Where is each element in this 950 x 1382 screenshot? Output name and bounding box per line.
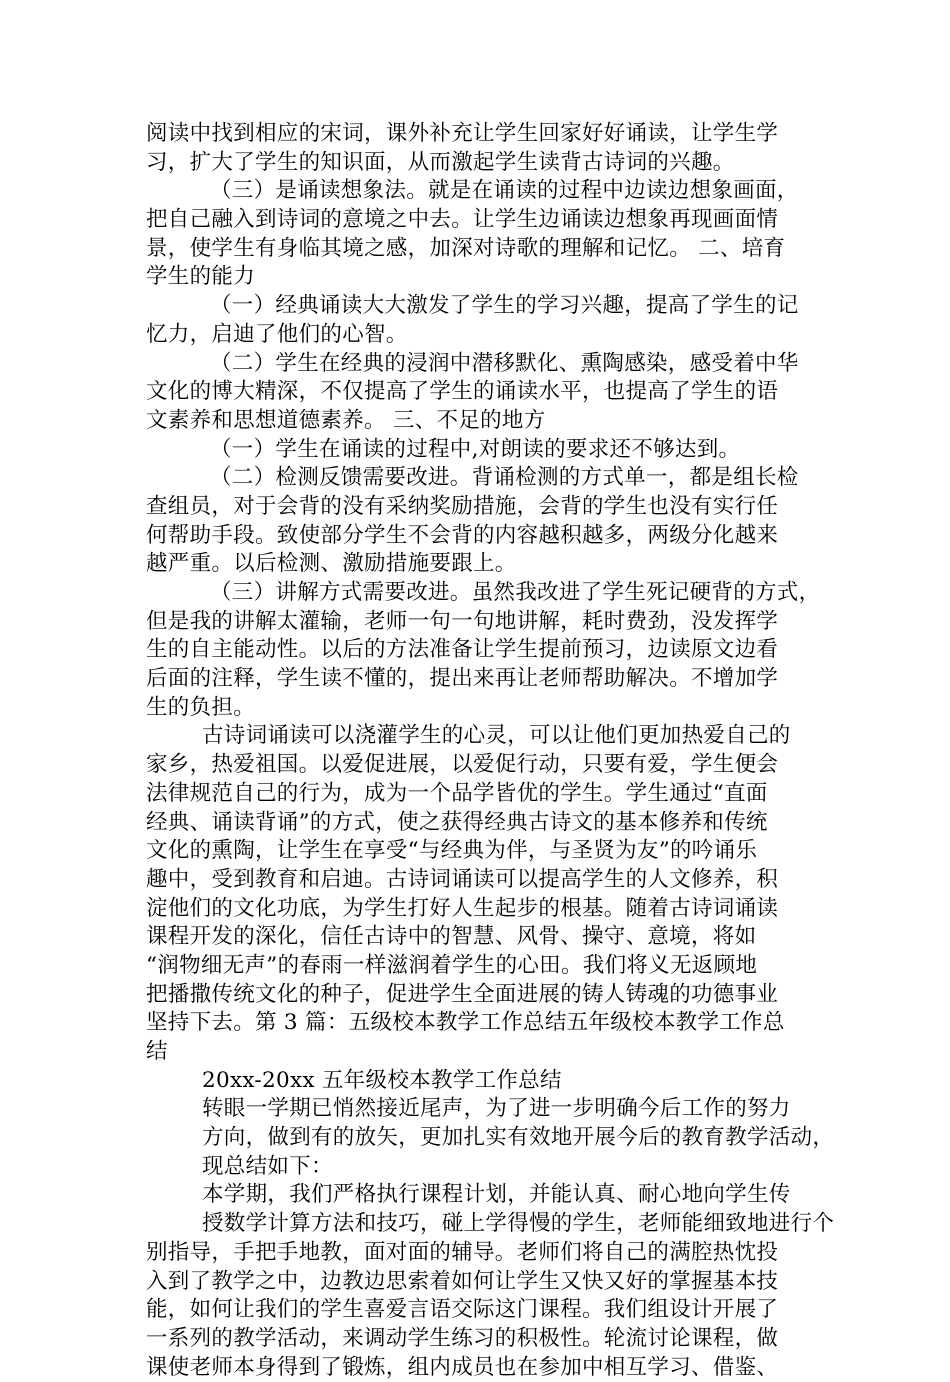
- text-line: 能，如何让我们的学生喜爱言语交际这门课程。我们组设计开展了: [146, 1297, 779, 1323]
- document-body: [146, 120, 835, 1382]
- text-line: 后面的注释，学生读不懂的，提出来再让老师帮助解决。不增加学: [146, 666, 779, 692]
- text-line: 把自己融入到诗词的意境之中去。让学生边诵读边想象再现画面情: [146, 207, 779, 233]
- text-line: 景，使学生有身临其境之感，加深对诗歌的理解和记忆。 二、培育: [146, 235, 786, 261]
- text-line: （三）是诵读想象法。就是在诵读的过程中边读边想象画面，: [210, 178, 799, 204]
- text-line: （二）检测反馈需要改进。背诵检测的方式单一，都是组长检: [210, 465, 799, 491]
- text-line: 坚持下去。第 3 篇：五级校本教学工作总结五年级校本教学工作总: [146, 1010, 785, 1036]
- text-line: （三）讲解方式需要改进。虽然我改进了学生死记硬背的方式，: [210, 580, 821, 605]
- text-line: 古诗词诵读可以浇灌学生的心灵，可以让他们更加热爱自己的: [202, 723, 791, 749]
- text-line: 文化的熏陶，让学生在享受“与经典为伴，与圣贤为友”的吟诵乐: [146, 838, 758, 864]
- text-line: 入到了教学之中，边教边思索着如何让学生又快又好的掌握基本技: [146, 1268, 779, 1294]
- text-line: 习，扩大了学生的知识面，从而激起学生读背古诗词的兴趣。: [146, 149, 735, 175]
- text-line: 查组员，对于会背的没有采纳奖励措施，会背的学生也没有实行任: [146, 493, 779, 519]
- text-line: 本学期，我们严格执行课程计划，并能认真、耐心地向学生传: [202, 1182, 791, 1208]
- text-line: 方向，做到有的放矢，更加扎实有效地开展今后的教育教学活动，: [202, 1125, 835, 1151]
- text-line: 授数学计算方法和技巧，碰上学得慢的学生，老师能细致地进行个: [202, 1211, 835, 1237]
- text-line: 越严重。以后检测、激励措施要跟上。: [146, 551, 517, 577]
- text-line: （一）经典诵读大大激发了学生的学习兴趣，提高了学生的记: [210, 293, 799, 319]
- text-line: 淀他们的文化功底，为学生打好人生起步的根基。随着古诗词诵读: [146, 895, 779, 921]
- text-line: 20xx-20xx 五年级校本教学工作总结: [202, 1067, 562, 1093]
- text-line: 课使老师本身得到了锻炼，组内成员也在参加中相互学习、借鉴、: [146, 1354, 779, 1380]
- text-line: 现总结如下：: [202, 1153, 333, 1179]
- text-line: 文素养和思想道德素养。 三、不足的地方: [146, 407, 546, 433]
- text-line: 学生的能力: [146, 264, 256, 290]
- text-line: 把播撒传统文化的种子，促进学生全面进展的铸人铸魂的功德事业: [146, 981, 779, 1007]
- text-line: 转眼一学期已悄然接近尾声，为了进一步明确今后工作的努力: [202, 1096, 791, 1122]
- text-line: 法律规范自己的行为，成为一个品学皆优的学生。学生通过“直面: [146, 780, 768, 806]
- text-line: 别指导，手把手地教，面对面的辅导。老师们将自己的满腔热忱投: [146, 1239, 779, 1265]
- text-line: 经典、诵读背诵”的方式，使之获得经典古诗文的基本修养和传统: [146, 809, 768, 835]
- text-line: 趣中，受到教育和启迪。古诗词诵读可以提高学生的人文修养，积: [146, 866, 779, 892]
- text-line: 生的负担。: [146, 694, 256, 720]
- text-line: 结: [146, 1039, 168, 1064]
- text-line: 何帮助手段。致使部分学生不会背的内容越积越多，两级分化越来: [146, 522, 779, 548]
- text-line: 文化的博大精深，不仅提高了学生的诵读水平，也提高了学生的语: [146, 379, 779, 405]
- text-line: （二）学生在经典的浸润中潜移默化、熏陶感染，感受着中华: [210, 350, 799, 376]
- text-line: 家乡，热爱祖国。以爱促进展，以爱促行动，只要有爱，学生便会: [146, 752, 779, 778]
- text-line: 忆力，启迪了他们的心智。: [146, 321, 408, 347]
- text-line: （一）学生在诵读的过程中,对朗读的要求还不够达到。: [210, 436, 741, 462]
- text-line: 课程开发的深化，信任古诗中的智慧、风骨、操守、意境，将如: [146, 924, 757, 950]
- text-line: 阅读中找到相应的宋词，课外补充让学生回家好好诵读，让学生学: [146, 121, 779, 146]
- text-line: 但是我的讲解太灌输，老师一句一句地讲解，耗时费劲，没发挥学: [146, 608, 779, 634]
- text-line: “润物细无声”的春雨一样滋润着学生的心田。我们将义无返顾地: [146, 952, 758, 978]
- text-line: 生的自主能动性。以后的方法准备让学生提前预习，边读原文边看: [146, 637, 779, 663]
- text-line: 一系列的教学活动，来调动学生练习的积极性。轮流讨论课程，做: [146, 1325, 779, 1351]
